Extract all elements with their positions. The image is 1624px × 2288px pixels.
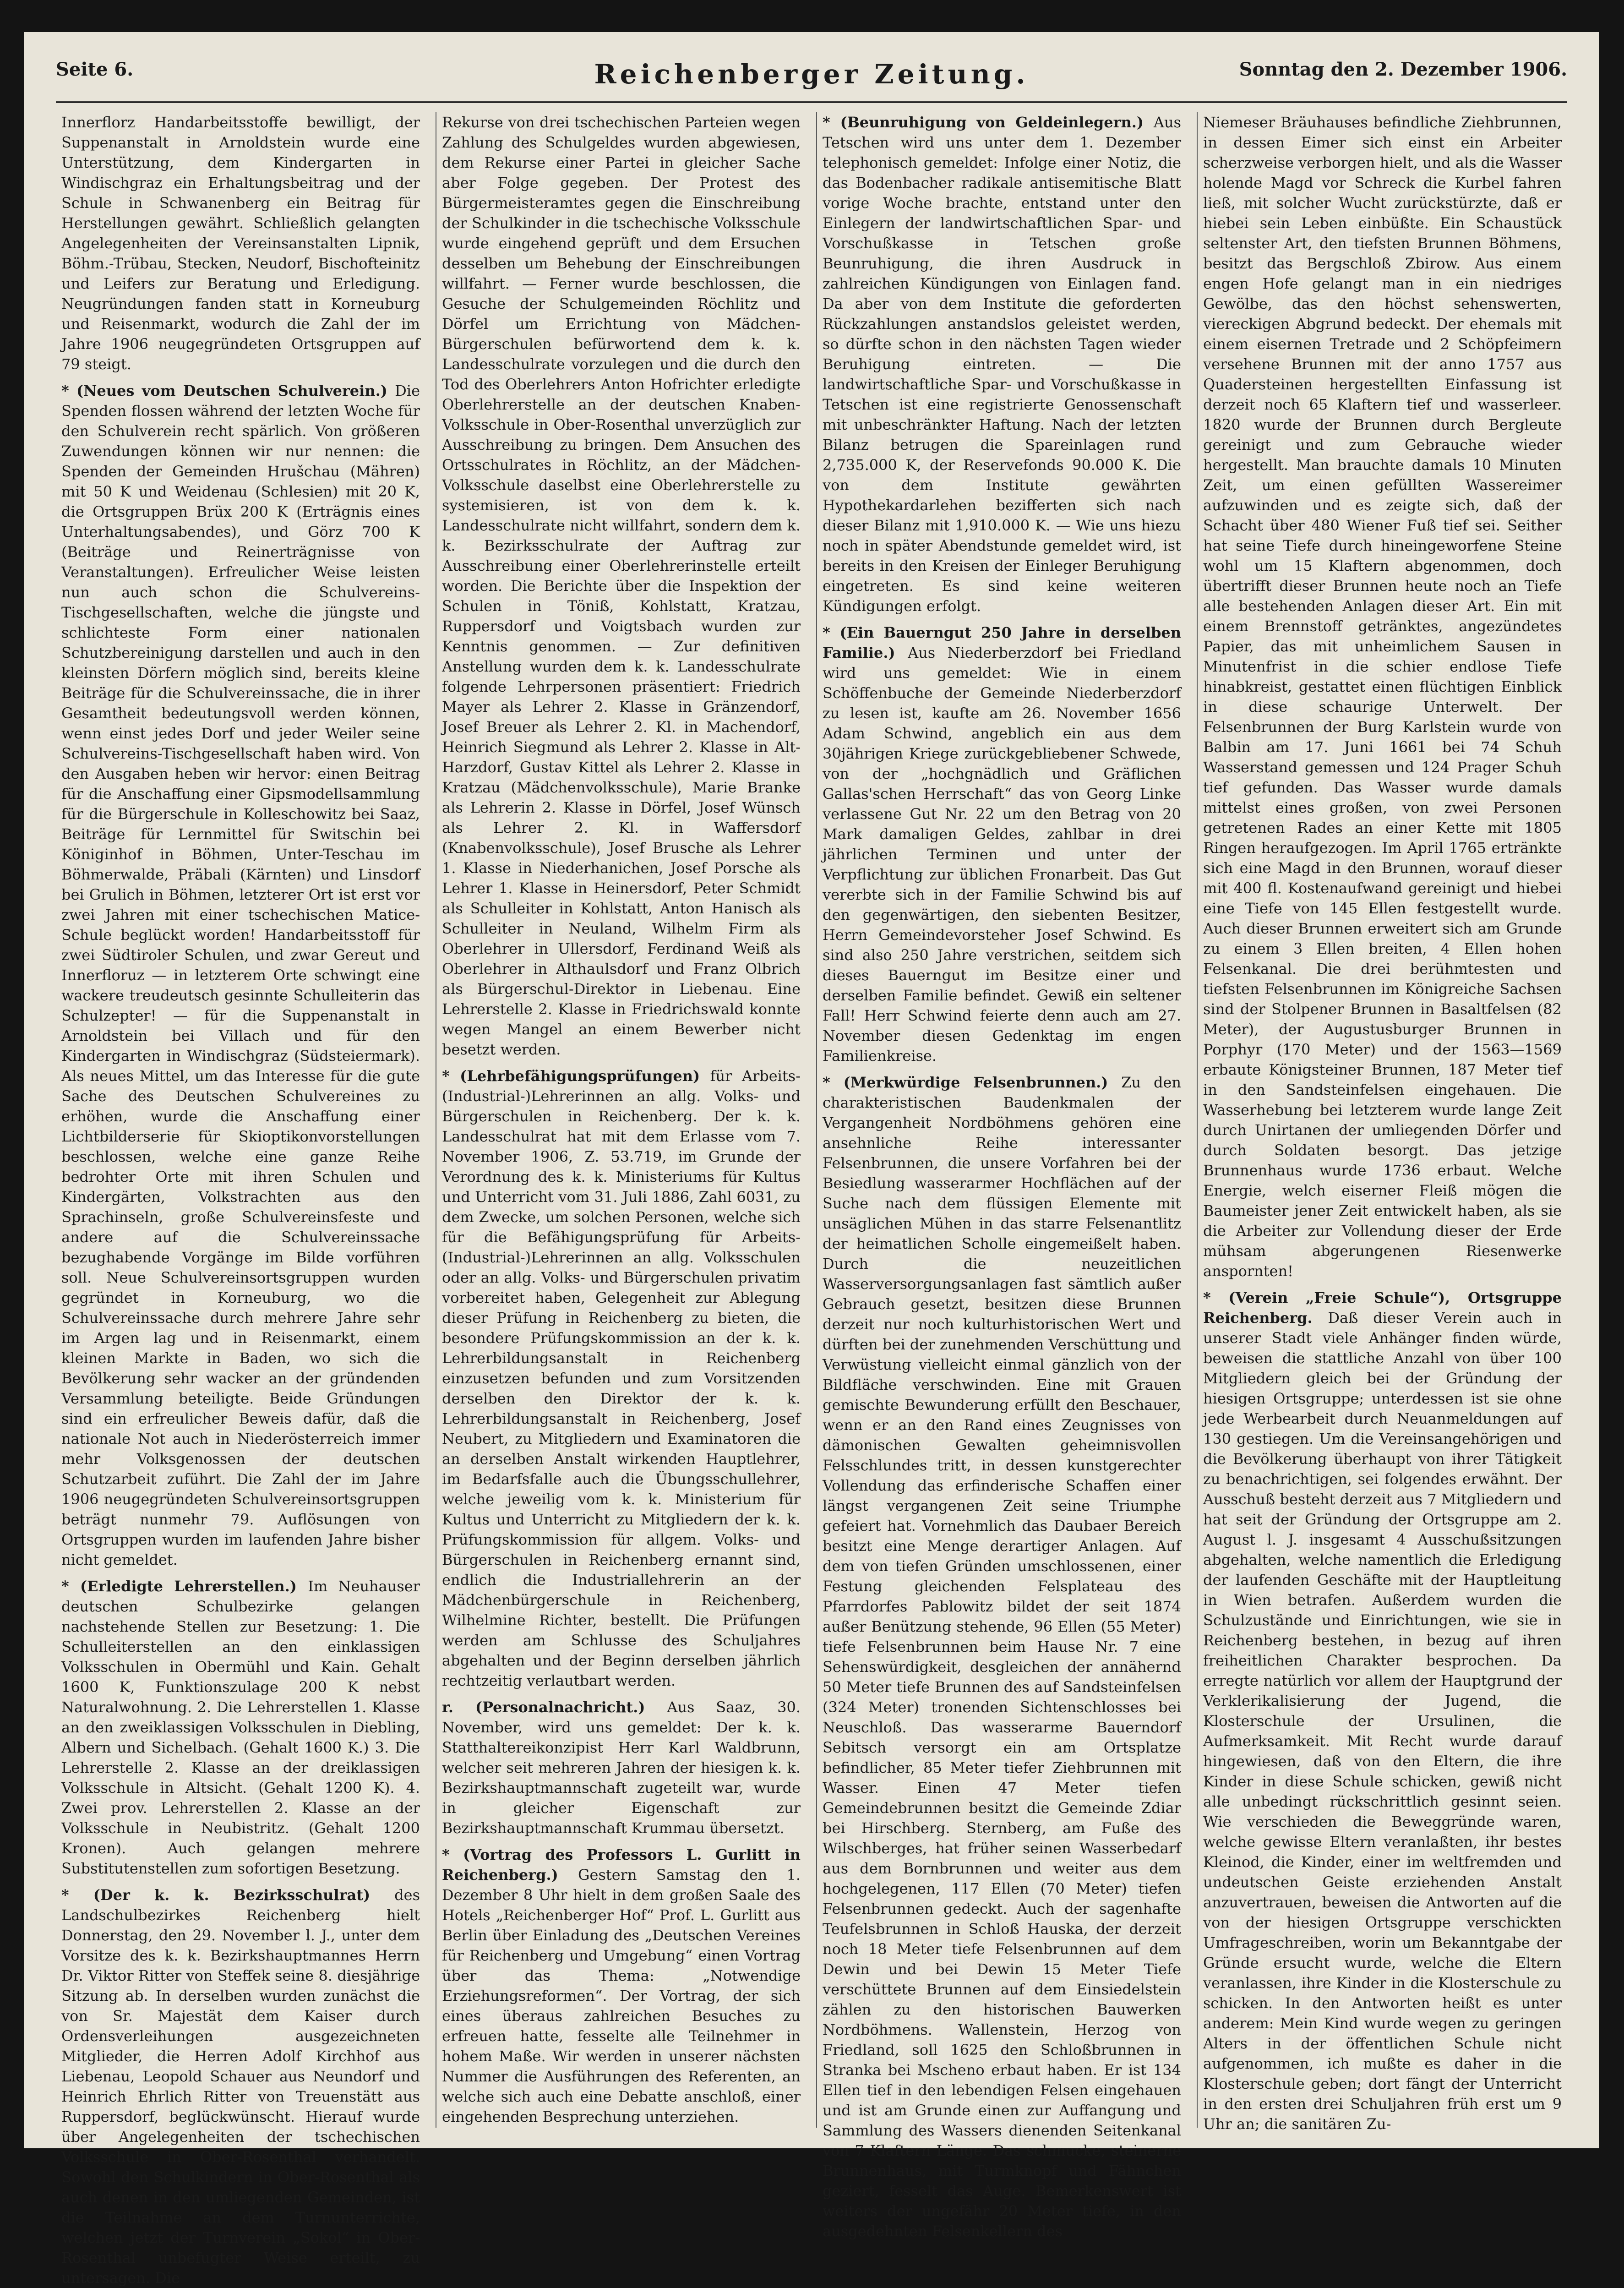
article-heading: r. (Personalnachricht.) [442,1698,667,1716]
page-header [56,50,1567,103]
column-1 [56,112,425,2287]
masthead-title: Reichenberger Zeitung. [594,59,1029,90]
article [442,1066,801,1691]
column-3 [816,112,1187,2240]
newspaper-page [24,32,1599,2287]
article-heading: * (Vortrag des Professors L. Gurlitt in Reichenberg.) [442,1846,801,1884]
article [61,381,420,1570]
article-body: Rekurse von drei tschechischen Parteien wegen Zahlung des Schulgeldes wurden abgewiesen, dem Rekurse einer Partei in gleicher Sache aber Folge gegeben. Der Protest des Bürgermeisteramtes gegen die Einschreibung der Schulkinder in die tschechische Volksschule wurde eingehend geprüft und dem Ersuchen desselben um Behebung der Einschreibungen willfahrt. — Ferner wurde beschlossen, die Gesuche der Schulgemeinden Röchlitz und Dörfel um Errichtung von Mädchen-Bürgerschulen befürwortend dem k. k. Landesschulrate vorzulegen und die durch den Tod des Oberlehrers Anton Hofrichter erledigte Oberlehrerstelle an der deutschen Knaben-Volksschule in Ober-Rosenthal unverzüglich zur Ausschreibung zu bringen. Dem Ansuchen des Ortsschulrates in Röchlitz, an der Mädchen-Volksschule daselbst eine Oberlehrerstelle zu systemisieren, ist von dem k. k. Landesschulrate nicht willfahrt, sondern dem k. k. Bezirksschulrate der Auftrag zur Ausschreibung einer Oberlehrerinstelle erteilt worden. Die Berichte über die Inspektion der Schulen in Töniß, Kohlstatt, Kratzau, Ruppersdorf und Voigtsbach wurden zur Kenntnis genommen. — Zur definitiven Anstellung wurden dem k. k. Landesschulrate folgende Lehrpersonen präsentiert: Friedrich Mayer als Lehrer 2. Klasse in Gränzendorf, Josef Breuer als Lehrer 2. Kl. in Machendorf, Heinrich Siegmund als Lehrer 2. Klasse in Alt-Harzdorf, Gustav Kittel als Lehrer 2. Klasse in Kratzau (Mädchenvolksschule), Marie Branke als Lehrerin 2. Klasse in Dörfel, Josef Wünsch als Lehrer 2. Kl. in Waffersdorf (Knabenvolksschule), Josef Brusche als Lehrer 1. Klasse in Niederhanichen, Josef Porsche als Lehrer 1. Klasse in Heinersdorf, Peter Schmidt als Schulleiter in Kohlstatt, Anton Hanisch als Schulleiter in Neuland, Wilhelm Firm als Oberlehrer in Ullersdorf, Ferdinand Weiß als Oberlehrer in Althaulsdorf und Franz Olbrich als Bürgerschul-Direktor in Liebenau. Eine Lehrerstelle 2. Klasse in Friedrichswald konnte wegen Mangel an einem Bewerber nicht besetzt werden. [442,114,801,1058]
page-number: Seite 6. [56,59,134,80]
article-body: des Landschulbezirkes Reichenberg hielt Donnerstag, den 29. November l. J., unter dem Vorsitze des k. k. Bezirkshauptmannes Herrn Dr. Viktor Ritter von Steffek seine 8. diesjährige Sitzung ab. In derselben wurden zunächst die von Sr. Majestät dem Kaiser durch Ordensverleihungen ausgezeichneten Mitglieder, die Herren Adolf Kirchhof aus Liebenau, Leopold Schauer aus Neundorf und Heinrich Ehrlich Ritter von Treuenstätt aus Ruppersdorf, beglückwünscht. Hierauf wurde über Angelegenheiten der tschechischen Volksschule in Ober-Rosenthal verhandelt. Sowohl den Schulkindern in Ober-Rosenthal als auch denen in den umliegenden Gemeinden, ist die Teilnahme an dem Turnunterrichte, welchen jetzt der Turnverein „Sokol“ in Ober-Rosenthal unbefugter Weise erteilt, zu untersagen. Die [61,1886,420,2287]
article [442,1845,801,2127]
article-body: Aus Tetschen wird uns unter dem 1. Dezember telephonisch gemeldet: Infolge einer Notiz, die das Bodenbacher radikale antisemitische Blatt vorige Woche brachte, entstand unter den Einlegern der landwirtschaftlichen Spar- und Vorschußkasse in Tetschen große Beunruhigung, die ihren Ausdruck in zahlreichen Kündigungen von Einlagen fand. Da aber von dem Institute die geforderten Rückzahlungen anstandslos geleistet werden, so dürfte schon in den nächsten Tagen wieder Beruhigung eintreten. — Die landwirtschaftliche Spar- und Vorschußkasse in Tetschen ist eine registrierte Genossenschaft mit unbeschränkter Haftung. Nach der letzten Bilanz betrugen die Spareinlagen rund 2,735.000 K, der Reservefonds 90.000 K. Die von dem Institute gewährten Hypothekardarlehen bezifferten sich nach dieser Bilanz mit 1,910.000 K. — Wie uns hiezu noch in später Abendstunde gemeldet wird, ist bereits in den Kreisen der Einleger Beruhigung eingetreten. Es sind keine weiteren Kündigungen erfolgt. [823,114,1181,615]
article-body: Aus Niederberzdorf bei Friedland wird uns gemeldet: Wie in einem Schöffenbuche der Gemeinde Niederberzdorf zu lesen ist, kaufte am 26. November 1656 Adam Schwind, angeblich ein aus dem 30jährigen Kriege zurückgebliebener Schwede, von der „hochgnädlich und Gräflichen Gallas'schen Herrschaft“ das von Georg Linke verlassene Gut Nr. 22 um den Betrag von 20 Mark damaligen Geldes, zahlbar in drei jährlichen Terminen und unter der Verpflichtung zur üblichen Fronarbeit. Das Gut vererbte sich in der Familie Schwind bis auf den gegenwärtigen, den siebenten Besitzer, Herrn Gemeindevorsteher Josef Schwind. Es sind also 250 Jahre verstrichen, seitdem sich dieses Bauerngut im Besitze einer und derselben Familie befindet. Gewiß ein seltener Fall! Herr Schwind feierte denn auch am 27. November diesen Gedenktag im engen Familienkreise. [823,644,1182,1065]
article [823,623,1181,1066]
article-body: Die Spenden flossen während der letzten Woche für den Schulverein recht spärlich. Von größeren Zuwendungen können wir nur nennen: die Spenden der Gemeinden Hrušchau (Mähren) mit 50 K und Weidenau (Schlesien) mit 20 K, die Ortsgruppen Brüx 200 K (Erträgnis eines Unterhaltungsabendes), und Görz 700 K (Beiträge und Reinerträgnisse von Veranstaltungen). Erfreulicher Weise leisten nun auch schon die Schulvereins-Tischgesellschaften, welche die jüngste und schlichteste Form einer nationalen Schutzbereinigung darstellen und auch in den kleinsten Dörfern möglich sind, bereits kleine Beiträge für die Schulvereinssache, die in ihrer Gesamtheit bedeutungsvoll werden können, wenn einst jedes Dorf und jeder Weiler seine Schulvereins-Tischgesellschaft haben wird. Von den Ausgaben heben wir hervor: einen Beitrag für die Anschaffung einer Gipsmodellsammlung für die Bürgerschule in Kolleschowitz bei Saaz, Beiträge für Lernmittel für Switschin bei Königinhof in Böhmen, Unter-Teschau im Böhmerwalde, Präbali (Kärnten) und Linsdorf bei Grulich in Böhmen, letzterer Ort ist erst vor zwei Jahren mit einer tschechischen Matice-Schule beglückt worden! Handarbeitsstoff für zwei Südtiroler Schulen, und zwar Gereut und Innerfloruz — in letzterem Orte schwingt eine wackere treudeutsch gesinnte Schulleiterin das Schulzepter! — für die Suppenanstalt in Arnoldstein bei Villach und für den Kindergarten in Windischgraz (Südsteiermark). Als neues Mittel, um das Interesse für die gute Sache des Deutschen Schulvereines zu erhöhen, wurde die Anschaffung einer Lichtbilderserie für Skioptikonvorstellungen beschlossen, welche eine ganze Reihe bedrohter Orte mit ihren Schulen und Kindergärten, Volkstrachten aus den Sprachinseln, große Schulvereinsfeste und andere auf die Schulvereinssache bezughabende Vorgänge im Bilde vorführen soll. Neue Schulvereinsortsgruppen wurden gegründet in Korneuburg, wo die Schulvereinssache durch mehrere Jahre sehr im Argen lag und in Reisenmarkt, einem kleinen Markte in Baden, wo sich die Bevölkerung sehr wacker an der gründenden Versammlung beteiligte. Beide Gründungen sind ein erfreulicher Beweis dafür, daß die nationale Not auch in Niederösterreich immer mehr Volksgenossen der deutschen Schutzarbeit zuführt. Die Zahl der im Jahre 1906 neugegründeten Schulvereinsortsgruppen beträgt nunmehr 79. Auflösungen von Ortsgruppen wurden im laufenden Jahre bisher nicht gemeldet. [61,382,420,1568]
article-body: Innerflorz Handarbeitsstoffe bewilligt, der Suppenanstalt in Arnoldstein wurde eine Unterstützung, dem Kindergarten in Windischgraz ein Erhaltungsbeitrag und der Schule in Schwanenberg ein Beitrag für Herstellungen gewährt. Schließlich gelangten Angelegenheiten der Vereinsanstalten Lipnik, Böhm.-Trübau, Stecken, Neudorf, Bischofteinitz und Leifers zur Beratung und Erledigung. Neugründungen fanden statt in Korneuburg und Reisenmarkt, wodurch die Zahl der im Jahre 1906 neugegründeten Ortsgruppen auf 79 steigt. [61,114,420,373]
article [61,1576,420,1878]
column-2 [436,112,806,2128]
article [823,112,1181,616]
article-body: Zu den charakteristischen Baudenkmalen der Vergangenheit Nordböhmens gehören eine ansehnliche Reihe interessanter Felsenbrunnen, die unsere Vorfahren bei der Besiedlung wasserarmer Hochflächen auf der Suche nach dem flüssigen Elemente mit unsäglichen Mühen in das starre Felsenantlitz der heimatlichen Scholle eingemeißelt haben. Durch die neuzeitlichen Wasserversorgungsanlagen fast sämtlich außer Gebrauch gesetzt, besitzen diese Brunnen derzeit nur noch kulturhistorischen Wert und dürften bei der zunehmenden Verschüttung und Verwüstung vielleicht einmal gänzlich von der Bildfläche verschwinden. Eine mit Grauen gemischte Bewunderung erfüllt den Beschauer, wenn er an den Rand eines Zeugnisses von dämonischen Gewalten geheimnisvollen Felsschlundes tritt, in dessen kunstgerechter Vollendung das erfinderische Schaffen einer längst vergangenen Zeit seine Triumphe gefeiert hat. Vornehmlich das Daubaer Bereich besitzt eine Menge derartiger Anlagen. Auf dem von tiefen Gründen umschlossenen, einer Festung gleichenden Felsplateau des Pfarrdorfes Pablowitz bildet der seit 1874 außer Benützung stehende, 96 Ellen (55 Meter) tiefe Felsenbrunnen beim Hause Nr. 7 eine Sehenswürdigkeit, desgleichen der annähernd 50 Meter tiefe Brunnen des auf Sandsteinfelsen (324 Meter) tronenden Sichtenschlosses bei Neuschloß. Das wasserarme Bauerndorf Sebitsch versorgt ein am Ortsplatze befindlicher, 85 Meter tiefer Ziehbrunnen mit Wasser. Einen 47 Meter tiefen Gemeindebrunnen besitzt die Gemeinde Zdiar bei Hirschberg. Sternberg, am Fuße des Wilschberges, hat früher seinen Wasserbedarf aus dem Bornbrunnen und weiter aus dem hochgelegenen, 117 Ellen (70 Meter) tiefen Felsenbrunnen gedeckt. Auch der sagenhafte Teufelsbrunnen in Schloß Hauska, der derzeit noch 18 Meter tiefe Felsenbrunnen auf dem Dewin und bei Dewin 15 Meter Tiefe verschüttete Brunnen auf dem Einsiedelstein zählen zu den historischen Bauwerken Nordböhmens. Wallenstein, Herzog von Friedland, soll 1625 den Schloßbrunnen in Stranka bei Mscheno erbaut haben. Er ist 134 Ellen tief in den lebendigen Felsen eingehauen und ist am Grunde einen zur Auffangung und Sammlung des Wassers dienenden Seitenkanal von 7 Klaftern Länge. Das schmucke, steinerne Brunnenhaus, mit Turmknopf und Fähnchen geziert, fesselt das Auge. Bemerkenswert ist weiters der ungefähr 20 Meter tiefe, in den ausgedehnten Felsenkellern des [823,1074,1182,2240]
article-heading: * (Der k. k. Bezirksschulrat) [61,1886,395,1904]
article-body: Daß dieser Verein auch in unserer Stadt viele Anhänger finden würde, beweisen die stattliche Anzahl von über 100 Mitgliedern gleich bei der Gründung der hiesigen Ortsgruppe; unterdessen ist sie ohne jede Werbearbeit durch Neuanmeldungen auf 130 gestiegen. Um die Vereinsangehörigen und die Bevölkerung überhaupt von ihrer Tätigkeit zu benachrichtigen, sei folgendes erwähnt. Der Ausschuß besteht derzeit aus 7 Mitgliedern und hat seit der Gründung der Ortsgruppe am 2. August l. J. insgesamt 4 Ausschußsitzungen abgehalten, welche namentlich die Erledigung der laufenden Geschäfte mit der Hauptleitung in Wien betrafen. Außerdem wurden die Schulzustände und Einrichtungen, wie sie in Reichenberg bestehen, in bezug auf ihren freiheitlichen Charakter besprochen. Da erregte natürlich vor allem der Hauptgrund der Verklerikalisierung der Jugend, die Klosterschule der Ursulinen, die Aufmerksamkeit. Mit Recht wurde darauf hingewiesen, daß von den Eltern, die ihre Kinder in diese Schule schicken, gewiß nicht alle unbedingt rückschrittlich gesinnt seien. Wie verschieden die Beweggründe waren, welche gewisse Eltern veranlaßten, ihr bestes Kleinod, die Kinder, einer im weltfremden und undeutschen Geiste erziehenden Anstalt anzuvertrauen, beweisen die Antworten auf die von der hiesigen Ortsgruppe verschickten Umfrageschreiben, worin um Bekanntgabe der Gründe ersucht wurde, welche die Eltern veranlassen, ihre Kinder in die Klosterschule zu schicken. In den Antworten heißt es unter anderem: Mein Kind wurde wegen zu geringen Alters in der öffentlichen Schule nicht aufgenommen, ich mußte es daher in die Klosterschule geben; dort fängt der Unterricht in den ersten drei Schuljahren früh erst um 9 Uhr an; die sanitären Zu- [1203,1309,1562,2133]
article-heading: * (Verein „Freie Schule“), Ortsgruppe Reichenberg. [1203,1289,1562,1327]
article [442,1697,801,1838]
article [823,1072,1181,2241]
article-body: Aus Saaz, 30. November, wird uns gemeldet: Der k. k. Statthaltereikonzipist Herr Karl Waldbrunn, welcher seit mehreren Jahren der hiesigen k. k. Bezirkshauptmannschaft zugeteilt war, wurde in gleicher Eigenschaft zur Bezirkshauptmannschaft Krummau übersetzt. [442,1698,801,1837]
article-body: Gestern Samstag den 1. Dezember 8 Uhr hielt in dem großen Saale des Hotels „Reichenberger Hof“ Prof. L. Gurlitt aus Berlin über Einladung des „Deutschen Vereines für Reichenberg und Umgebung“ einen Vortrag über das Thema: „Notwendige Erziehungsreformen“. Der Vortrag, der sich eines überaus zahlreichen Besuches zu erfreuen hatte, fesselte alle Teilnehmer in hohem Maße. Wir werden in unserer nächsten Nummer die Ausführungen des Referenten, an welche sich auch eine Debatte anschloß, einer eingehenden Besprechung unterziehen. [442,1866,801,2125]
article-body: für Arbeits-(Industrial-)Lehrerinnen an allg. Volks- und Bürgerschulen in Reichenberg. Der k. k. Landesschulrat hat mit dem Erlasse vom 7. November 1906, Z. 53.719, im Grunde der Verordnung des k. k. Ministeriums für Kultus und Unterricht vom 31. Juli 1886, Zahl 6031, zu dem Zwecke, um solchen Personen, welche sich für die Befähigungsprüfung für Arbeits-(Industrial-)Lehrerinnen an allg. Volksschulen oder an allg. Volks- und Bürgerschulen privatim vorbereitet haben, Gelegenheit zur Ablegung dieser Prüfung in Reichenberg zu bieten, die besondere Prüfungskommission an der k. k. Lehrerbildungsanstalt in Reichenberg einzusetzen befunden und zum Vorsitzenden derselben den Direktor der k. k. Lehrerbildungsanstalt in Reichenberg, Josef Neubert, zu Mitgliedern und Examinatoren die an derselben Anstalt wirkenden Hauptlehrer, im Bedarfsfalle auch die Übungsschullehrer, welche jeweilig vom k. k. Ministerium für Kultus und Unterricht zu Mitgliedern der k. k. Prüfungskommission für allgem. Volks- und Bürgerschulen in Reichenberg ernannt sind, endlich die Industriallehrerin an der Mädchenbürgerschule in Reichenberg, Wilhelmine Richter, bestellt. Die Prüfungen werden am Schlusse des Schuljahres abgehalten und der Beginn derselben jährlich rechtzeitig verlautbart werden. [442,1067,801,1689]
article-heading: * (Lehrbefähigungsprüfungen) [442,1067,710,1085]
article [61,1885,420,2288]
article-body: Niemeser Bräuhauses befindliche Ziehbrunnen, in dessen Eimer sich einst ein Arbeiter scherzweise verborgen hielt, und als die Wasser holende Magd vor Schreck die Kurbel fahren ließ, mit solcher Wucht zurückstürzte, daß er hiebei sein Leben einbüßte. Ein Schaustück seltenster Art, den tiefsten Brunnen Böhmens, besitzt das Bergschloß Zbirow. Aus einem engen Hofe gelangt man in ein niedriges Gewölbe, das den höchst sehenswerten, viereckigen Abgrund bedeckt. Der ehemals mit einem eisernen Tretrade und 2 Schöpfeimern versehene Brunnen mit der anno 1757 aus Quadersteinen hergestellten Einfassung ist derzeit noch 65 Klaftern tief und wasserleer. 1820 wurde der Brunnen durch Bergleute gereinigt und zum Gebrauche wieder hergestellt. Man brauchte damals 10 Minuten Zeit, um einen gefüllten Wassereimer aufzuwinden und es zeigte sich, daß der Schacht über 480 Wiener Fuß tief sei. Seither hat seine Tiefe durch hineingeworfene Steine wohl um 15 Klaftern abgenommen, doch übertrifft dieser Brunnen heute noch an Tiefe alle bestehenden Anlagen dieser Art. Ein mit einem Brennstoff getränktes, angezündetes Papier, das mit unheimlichem Sausen in Minutenfrist in die schier endlose Tiefe hinabkreist, gestattet einen flüchtigen Einblick in diese schaurige Unterwelt. Der Felsenbrunnen der Burg Karlstein wurde von Balbin am 17. Juni 1661 bei 74 Schuh Wasserstand gemessen und 124 Prager Schuh tief gefunden. Das Wasser wurde damals mittelst eines großen, von zwei Personen getretenen Rades an einer Kette mit 1805 Ringen heraufgezogen. Im April 1765 ertränkte sich eine Magd in den Brunnen, worauf dieser mit 400 fl. Kostenaufwand gereinigt und hiebei eine Tiefe von 145 Ellen festgestellt wurde. Auch dieser Brunnen erweitert sich am Grunde zu einem 3 Ellen breiten, 4 Ellen hohen Felsenkanal. Die drei berühmtesten und tiefsten Felsenbrunnen im Königreiche Sachsen sind der Stolpener Brunnen in Basaltfelsen (82 Meter), der Augustusburger Brunnen in Porphyr (170 Meter) und der 1563—1569 erbaute Königsteiner Brunnen, 187 Meter tief in den Sandsteinfelsen eingehauen. Die Wasserhebung bei letzterem wurde lange Zeit durch Unirtanen der umliegenden Dörfer und durch Soldaten besorgt. Das jetzige Brunnenhaus wurde 1736 erbaut. Welche Energie, welch eiserner Fleiß mögen die Baumeister jener Zeit entwickelt haben, als sie die Arbeiter zur Vollendung dieser der Erde mühsam abgerungenen Riesenwerke anspornten! [1203,114,1562,1280]
article [1203,112,1562,1281]
issue-date: Sonntag den 2. Dezember 1906. [1239,59,1567,80]
column-4 [1197,112,1567,2133]
article-heading: * (Merkwürdige Felsenbrunnen.) [823,1074,1122,1091]
article [61,112,420,374]
article-heading: * (Beunruhigung von Geldeinlegern.) [823,114,1154,131]
article-heading: * (Erledigte Lehrerstellen.) [61,1578,308,1595]
article-body: Im Neuhauser deutschen Schulbezirke gelangen nachstehende Stellen zur Besetzung: 1. Die Schulleiterstellen an den einklassigen Volksschulen in Obermühl und Kain. Gehalt 1600 K, Funktionszulage 200 K nebst Naturalwohnung. 2. Die Lehrerstellen 1. Klasse an den zweiklassigen Volksschulen in Diebling, Albern und Sichelbach. (Gehalt 1600 K.) 3. Die Lehrerstelle 2. Klasse an der dreiklassigen Volksschule in Altsicht. (Gehalt 1200 K). 4. Zwei prov. Lehrerstellen 2. Klasse an der Volksschule in Neubistritz. (Gehalt 1200 Kronen). Auch gelangen mehrere Substitutenstellen zum sofortigen Besetzung. [61,1578,420,1877]
article-heading: * (Neues vom Deutschen Schulverein.) [61,382,395,399]
article-heading: * (Ein Bauerngut 250 Jahre in derselben Familie.) [823,624,1181,661]
article [1203,1288,1562,2134]
text-columns [56,112,1567,2287]
article [442,112,801,1059]
